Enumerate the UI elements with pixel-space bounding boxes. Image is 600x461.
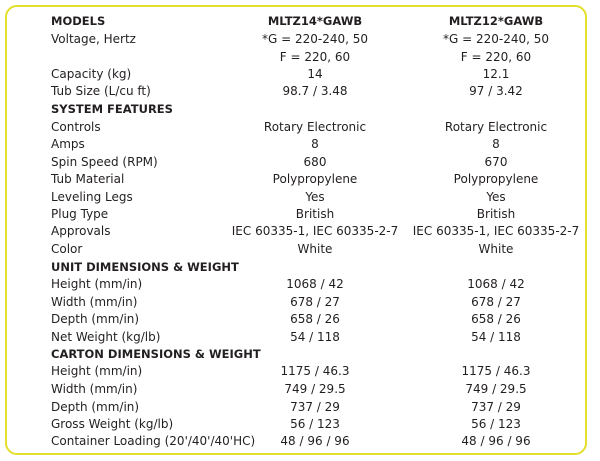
model-2-value: White xyxy=(478,242,514,256)
model-1-value: 737 / 29 xyxy=(290,400,340,414)
table-row xyxy=(0,65,600,83)
table-header-row xyxy=(0,12,600,30)
model-2-value: 678 / 27 xyxy=(471,295,521,309)
model-1-value: 749 / 29.5 xyxy=(284,382,346,396)
model-2-value: 48 / 96 / 96 xyxy=(461,434,531,448)
model-1-value: Polypropylene xyxy=(272,172,358,186)
table-row xyxy=(0,82,600,100)
model-1-value: White xyxy=(297,242,333,256)
model-2-value: Yes xyxy=(486,190,506,204)
row-label: Tub Size (L/cu ft) xyxy=(51,84,151,98)
model-2-value: British xyxy=(476,207,516,221)
model-1-value: Yes xyxy=(305,190,325,204)
model-2-value: 12.1 xyxy=(482,67,510,81)
model-2-value: 1068 / 42 xyxy=(467,277,525,291)
table-row xyxy=(0,362,600,380)
row-label: Voltage, Hertz xyxy=(51,32,136,46)
model-1-value: 8 xyxy=(311,137,319,151)
model-2-value: 97 / 3.42 xyxy=(469,84,523,98)
model-2-value: *G = 220-240, 50 xyxy=(442,32,550,46)
table-row xyxy=(0,328,600,346)
section-title: CARTON DIMENSIONS & WEIGHT xyxy=(51,347,261,361)
model-1-value: IEC 60335-1, IEC 60335-2-7 xyxy=(231,224,399,238)
model-1-value: *G = 220-240, 50 xyxy=(261,32,369,46)
model-2-value: 8 xyxy=(492,137,500,151)
row-label: Depth (mm/in) xyxy=(51,312,140,326)
section-title: SYSTEM FEATURES xyxy=(51,102,173,116)
section-heading-system-features xyxy=(0,100,600,118)
model-2-value: 1175 / 46.3 xyxy=(461,364,531,378)
table-row xyxy=(0,275,600,293)
model-1-heading: MLTZ14*GAWB xyxy=(267,14,363,28)
model-2-value: F = 220, 60 xyxy=(460,50,532,64)
model-1-value: F = 220, 60 xyxy=(279,50,351,64)
table-row xyxy=(0,30,600,48)
model-1-value: 680 xyxy=(303,155,327,169)
table-row xyxy=(0,398,600,416)
table-row xyxy=(0,48,600,66)
model-2-value: 737 / 29 xyxy=(471,400,521,414)
row-label: Plug Type xyxy=(51,207,109,221)
model-1-value: 48 / 96 / 96 xyxy=(280,434,350,448)
row-label: Capacity (kg) xyxy=(51,67,132,81)
model-2-value: Polypropylene xyxy=(453,172,539,186)
model-1-value: 1175 / 46.3 xyxy=(280,364,350,378)
table-row xyxy=(0,293,600,311)
model-2-value: 670 xyxy=(484,155,508,169)
row-label: Container Loading (20'/40'/40'HC) xyxy=(51,434,256,448)
row-label: Spin Speed (RPM) xyxy=(51,155,158,169)
table-row xyxy=(0,432,600,450)
table-row xyxy=(0,310,600,328)
row-label: Net Weight (kg/lb) xyxy=(51,330,161,344)
row-label: Height (mm/in) xyxy=(51,364,143,378)
row-label: Tub Material xyxy=(51,172,125,186)
table-row xyxy=(0,415,600,433)
table-row xyxy=(0,135,600,153)
table-row xyxy=(0,153,600,171)
table-row xyxy=(0,205,600,223)
models-heading: MODELS xyxy=(51,14,106,28)
row-label: Leveling Legs xyxy=(51,190,133,204)
row-label: Color xyxy=(51,242,83,256)
model-1-value: 54 / 118 xyxy=(290,330,340,344)
row-label: Approvals xyxy=(51,224,111,238)
table-row xyxy=(0,222,600,240)
model-2-value: 56 / 123 xyxy=(471,417,521,431)
model-1-value: 56 / 123 xyxy=(290,417,340,431)
table-row xyxy=(0,380,600,398)
row-label: Width (mm/in) xyxy=(51,382,138,396)
model-2-value: IEC 60335-1, IEC 60335-2-7 xyxy=(412,224,580,238)
section-heading-carton-dimensions xyxy=(0,345,600,363)
row-label: Height (mm/in) xyxy=(51,277,143,291)
row-label: Controls xyxy=(51,120,101,134)
model-2-heading: MLTZ12*GAWB xyxy=(448,14,544,28)
section-heading-unit-dimensions xyxy=(0,258,600,276)
model-1-value: Rotary Electronic xyxy=(263,120,367,134)
model-2-value: 658 / 26 xyxy=(471,312,521,326)
row-label: Depth (mm/in) xyxy=(51,400,140,414)
row-label: Width (mm/in) xyxy=(51,295,138,309)
table-row xyxy=(0,170,600,188)
model-1-value: 14 xyxy=(307,67,323,81)
row-label: Amps xyxy=(51,137,85,151)
model-1-value: 98.7 / 3.48 xyxy=(282,84,348,98)
section-title: UNIT DIMENSIONS & WEIGHT xyxy=(51,260,239,274)
table-row xyxy=(0,188,600,206)
model-1-value: 678 / 27 xyxy=(290,295,340,309)
model-1-value: British xyxy=(295,207,335,221)
model-1-value: 658 / 26 xyxy=(290,312,340,326)
model-2-value: 54 / 118 xyxy=(471,330,521,344)
table-row xyxy=(0,118,600,136)
table-row xyxy=(0,240,600,258)
model-2-value: Rotary Electronic xyxy=(444,120,548,134)
model-1-value: 1068 / 42 xyxy=(286,277,344,291)
model-2-value: 749 / 29.5 xyxy=(465,382,527,396)
row-label: Gross Weight (kg/lb) xyxy=(51,417,174,431)
